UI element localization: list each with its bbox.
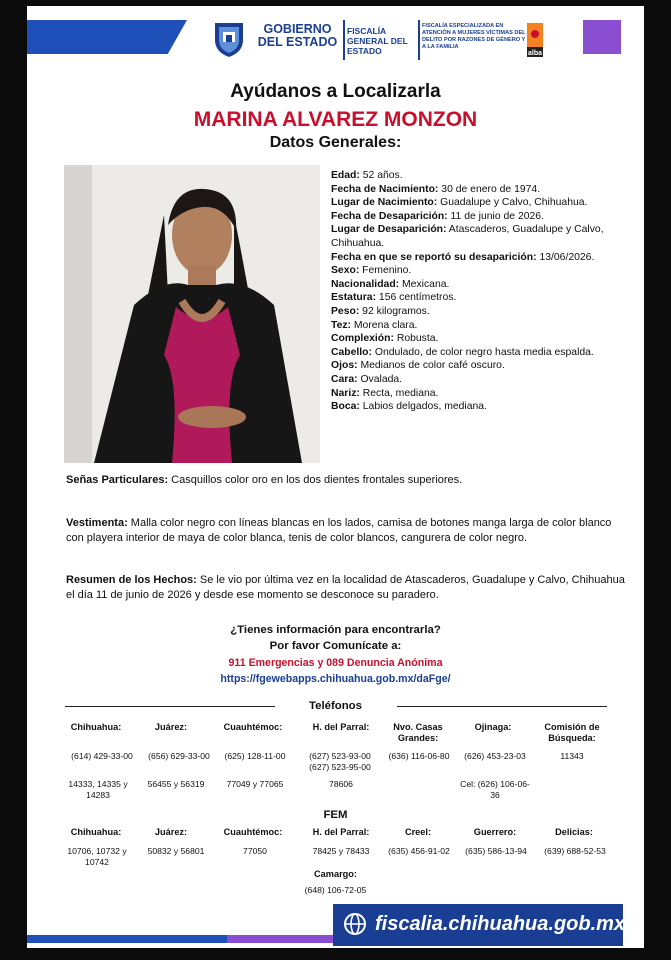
fem-juarez: 50832 y 56801	[147, 846, 205, 856]
tel-header-ojinaga: Ojinaga:	[474, 722, 512, 732]
tel-header-comision: Comisión de Búsqueda:	[544, 722, 600, 743]
contact-please: Por favor Comunícate a:	[269, 640, 402, 652]
poster-title: Ayúdanos a Localizarla	[230, 81, 441, 102]
detail-lugar-desaparicion: Lugar de Desaparición: Atascaderos, Guadalupe y Calvo, Chihuahua.	[331, 224, 604, 249]
tel-chihuahua-main: (614) 429-33-00	[71, 751, 133, 761]
fiscalia-general-text: FISCALÍA GENERAL DEL ESTADO	[347, 26, 408, 56]
fem-creel: (635) 456-91-02	[388, 846, 450, 856]
tel-header-parral: H. del Parral:	[312, 722, 370, 732]
detail-fecha-nacimiento: Fecha de Nacimiento: 30 de enero de 1974.	[331, 183, 541, 195]
tel-chihuahua-ext: 14333, 14335 y 14283	[68, 779, 128, 800]
fem-chihuahua: 10706, 10732 y 10742	[67, 846, 127, 867]
header-blue-band	[27, 20, 187, 54]
tel-header-cuauhtemoc: Cuauhtémoc:	[223, 722, 283, 732]
alba-logo-label: alba	[527, 50, 543, 57]
tel-juarez-main: (656) 629-33-00	[148, 751, 210, 761]
fem-header-delicias: Delicias:	[555, 827, 593, 837]
detail-edad: Edad: 52 años.	[331, 170, 403, 181]
person-details	[331, 169, 609, 414]
detail-estatura: Estatura: 156 centímetros.	[331, 292, 457, 304]
detail-peso: Peso: 92 kilogramos.	[331, 305, 430, 317]
fem-cuauhtemoc: 77050	[243, 846, 267, 856]
person-name: MARINA ALVAREZ MONZON	[193, 108, 478, 131]
vestimenta: Vestimenta: Malla color negro con líneas blancas en los lados, camisa de botones manga larga de color blanco con playera interior de maya de color blanca, tenis de color blancos, cangurera de color negro.	[66, 517, 612, 544]
detail-ojos: Ojos: Medianos de color café oscuro.	[331, 360, 505, 372]
detail-nacionalidad: Nacionalidad: Mexicana.	[331, 278, 450, 290]
detail-sexo: Sexo: Femenino.	[331, 265, 412, 277]
globe-icon	[343, 912, 367, 936]
detail-cabello: Cabello: Ondulado, de color negro hasta media espalda.	[331, 346, 594, 358]
fem-header-cuauhtemoc: Cuauhtémoc:	[223, 827, 283, 837]
tel-parral-ext: 78606	[329, 779, 353, 789]
fem-header-chihuahua: Chihuahua:	[70, 827, 122, 837]
fem-guerrero: (635) 586-13-94	[465, 846, 527, 856]
fem-parral: 78425 y 78433	[312, 846, 370, 856]
fem-header-camargo: Camargo:	[314, 869, 357, 879]
header-divider	[343, 20, 345, 60]
fem-header-juarez: Juárez:	[154, 827, 188, 837]
tel-cuauhtemoc-main: (625) 128-11-00	[224, 751, 286, 761]
tel-parral-main: (627) 523-93-00 (627) 523-95-00	[309, 751, 371, 772]
datos-generales-title: Datos Generales:	[269, 134, 402, 151]
detail-complexion: Complexión: Robusta.	[331, 333, 439, 345]
detail-nariz: Nariz: Recta, mediana.	[331, 387, 439, 399]
gobierno-logo-text: GOBIERNO DEL ESTADO	[257, 22, 338, 49]
fem-camargo: (648) 106-72-05	[304, 885, 367, 895]
tel-ojinaga-main: (626) 453-23-03	[464, 751, 526, 761]
fem-header-parral: H. del Parral:	[312, 827, 370, 837]
tel-casas-grandes-main: (636) 116-06-80	[388, 751, 450, 761]
header-divider	[418, 20, 420, 60]
tel-cuauhtemoc-ext: 77049 y 77065	[226, 779, 284, 789]
tel-comision-main: 11343	[560, 751, 584, 761]
fem-delicias: (639) 688-52-53	[544, 846, 606, 856]
fem-header-creel: Creel:	[404, 827, 432, 837]
detail-fecha-reporte: Fecha en que se reportó su desaparición: 13/06/2026.	[331, 251, 595, 263]
tel-header-chihuahua: Chihuahua:	[70, 722, 122, 732]
fem-title: FEM	[323, 809, 348, 821]
person-photo	[64, 165, 320, 463]
tel-header-casas-grandes: Nvo. Casas Grandes:	[393, 722, 443, 743]
contact-question: ¿Tienes información para encontrarla?	[230, 624, 441, 636]
emergency-numbers: 911 Emergencias y 089 Denuncia Anónima	[228, 657, 443, 669]
alba-logo-icon	[527, 20, 543, 58]
missing-person-poster	[27, 6, 644, 948]
detail-lugar-nacimiento: Lugar de Nacimiento: Guadalupe y Calvo, Chihuahua.	[331, 197, 588, 209]
tel-header-juarez: Juárez:	[154, 722, 188, 732]
detail-fecha-desaparicion: Fecha de Desaparición: 11 de junio de 2026.	[331, 210, 544, 222]
footer-website-link[interactable]: fiscalia.chihuahua.gob.mx	[375, 913, 626, 935]
tel-juarez-ext: 56455 y 56319	[147, 779, 205, 789]
header-purple-block	[583, 20, 621, 54]
fem-header-guerrero: Guerrero:	[473, 827, 517, 837]
tel-ojinaga-cel: Cel: (626) 106-06-36	[460, 779, 530, 800]
telefonos-title: Teléfonos	[309, 700, 362, 712]
state-shield-icon	[213, 20, 245, 58]
footer-purple-line	[227, 935, 337, 943]
senas-particulares: Señas Particulares: Casquillos color oro en los dos dientes frontales superiores.	[66, 474, 463, 486]
detail-tez: Tez: Morena clara.	[331, 319, 418, 331]
report-link[interactable]: https://fgewebapps.chihuahua.gob.mx/daFge/	[220, 673, 451, 685]
fiscalia-especializada-text: FISCALÍA ESPECIALIZADA EN ATENCIÓN A MUJERES VÍCTIMAS DEL DELITO POR RAZONES DE GÉNERO Y A LA FAMILIA	[422, 23, 526, 50]
detail-cara: Cara: Ovalada.	[331, 373, 403, 385]
resumen-hechos: Resumen de los Hechos: Se le vio por última vez en la localidad de Atascaderos, Guadalupe y Calvo, Chihuahua el día 11 de junio de 2026 y desde ese momento se desconoce su paradero.	[66, 574, 625, 601]
detail-boca: Boca: Labios delgados, mediana.	[331, 401, 487, 413]
